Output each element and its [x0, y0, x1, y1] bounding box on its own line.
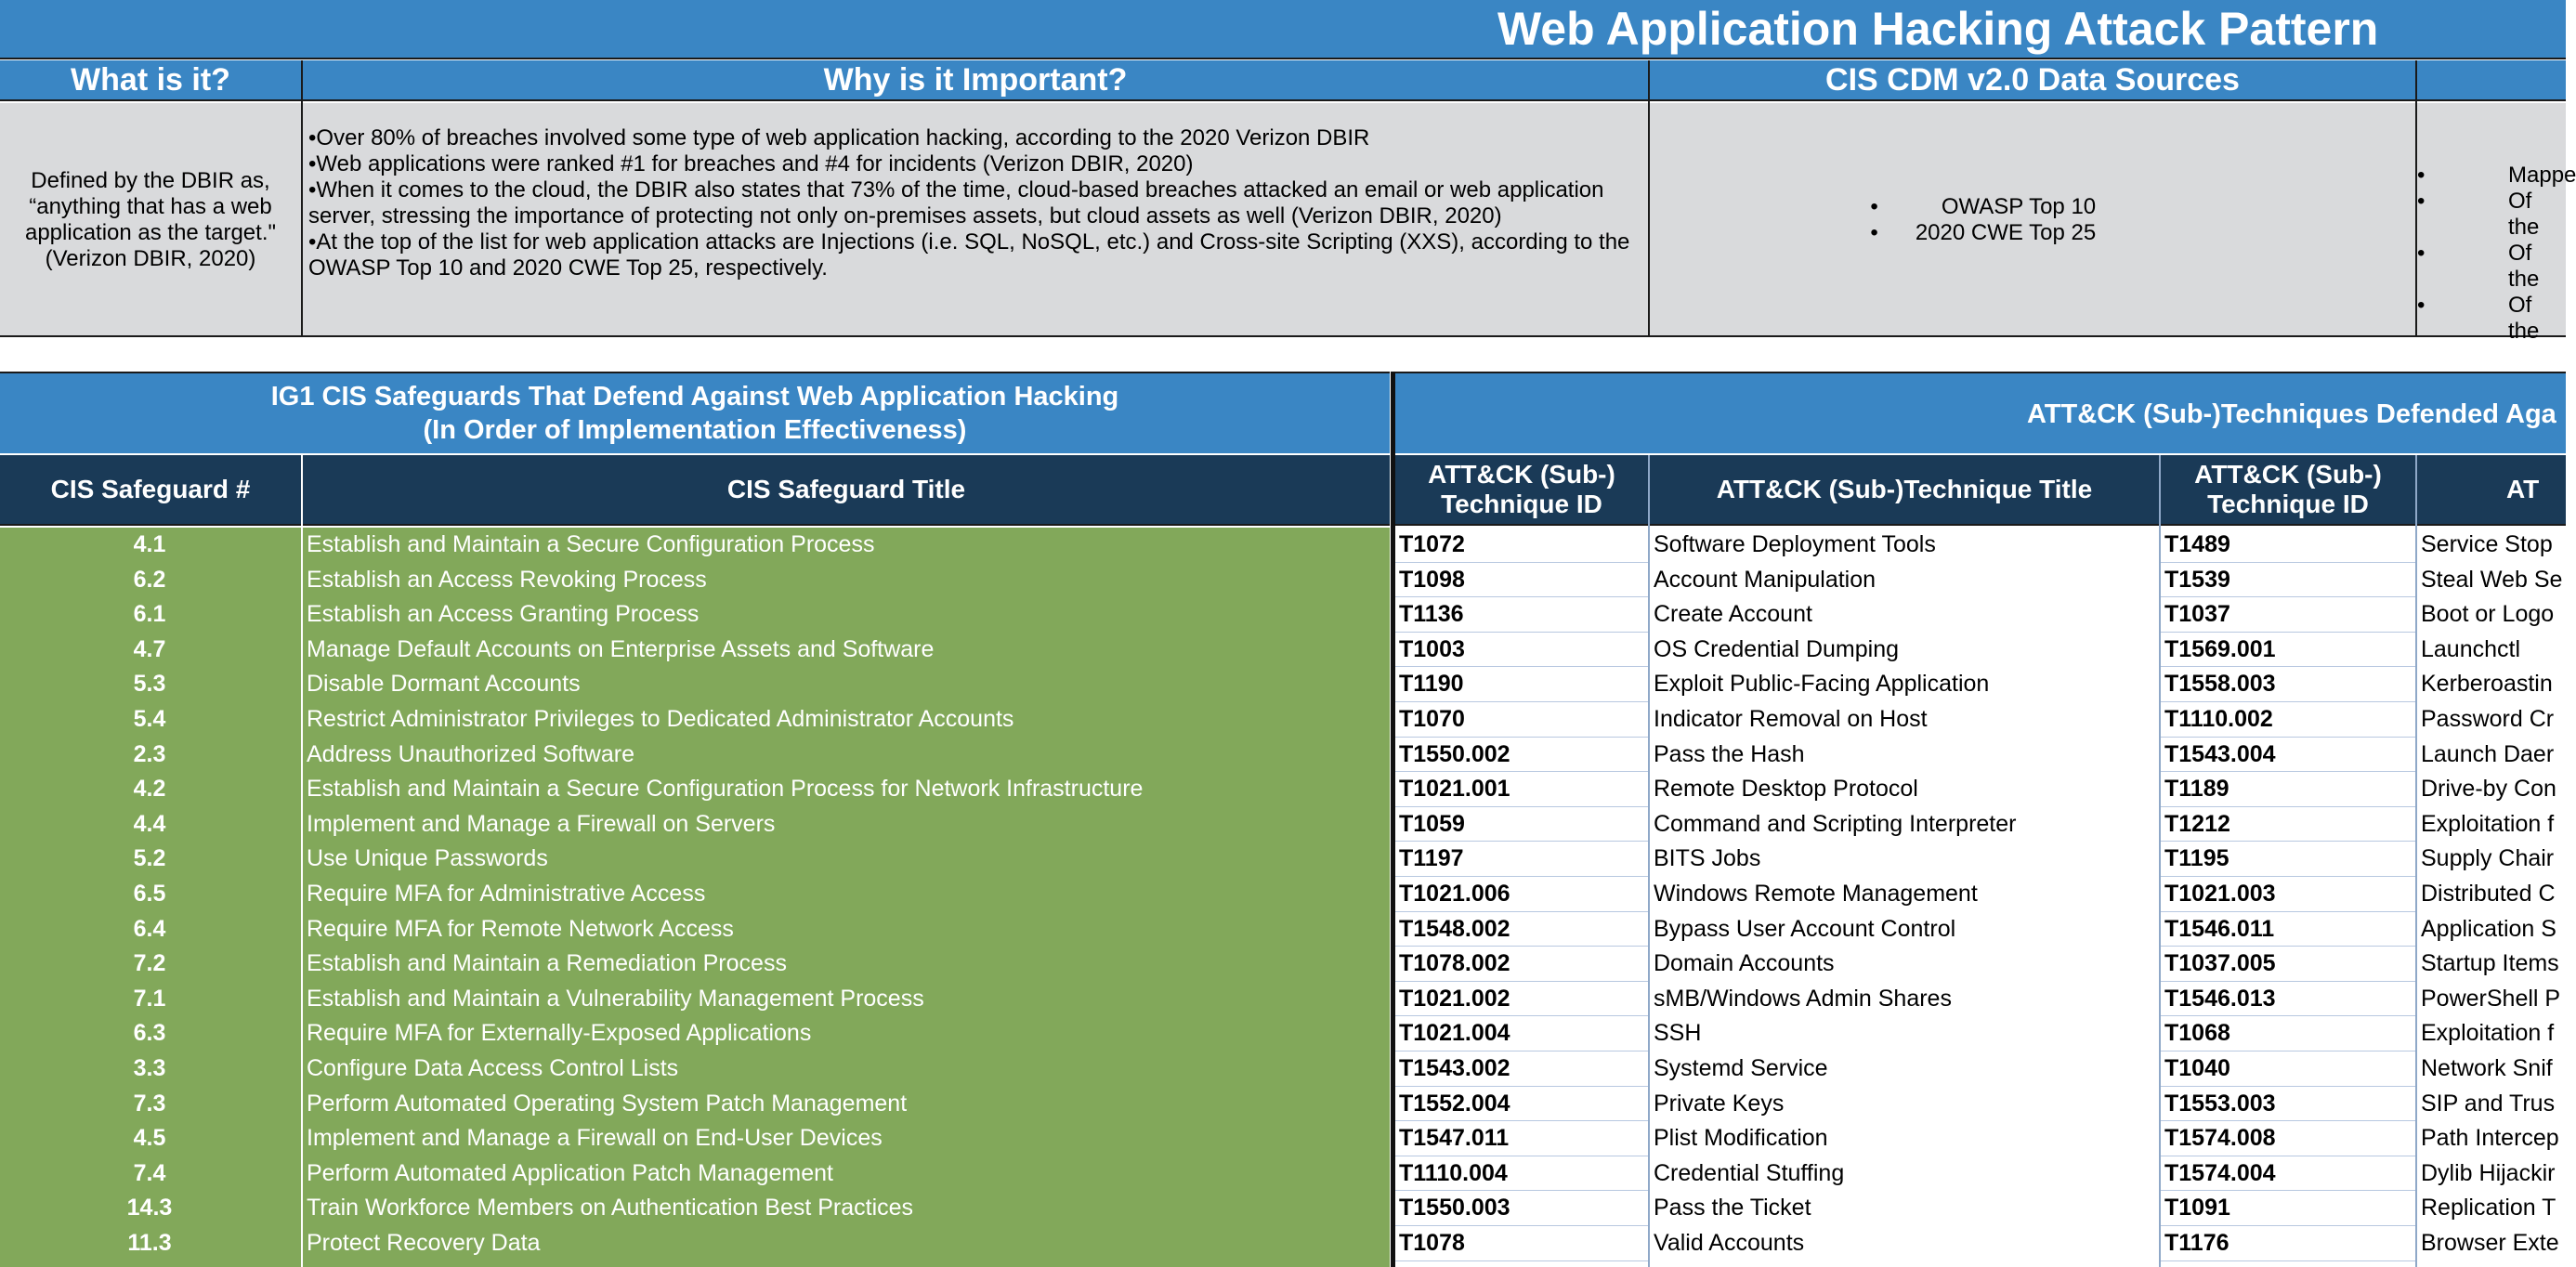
- technique-title-2: Steal Web Se: [2421, 566, 2563, 593]
- technique-title-2: Launch Daer: [2421, 740, 2555, 767]
- safeguard-num: 5.3: [133, 671, 166, 698]
- technique-title-2: Drive-by Con: [2421, 776, 2556, 803]
- header-extra: [2417, 60, 2566, 101]
- mapping-item: • Mappe: [2417, 163, 2576, 188]
- technique-id-2: T1553.003: [2161, 1087, 2415, 1122]
- technique-id-2: T1176: [2161, 1226, 2415, 1261]
- technique-title-2: Network Snif: [2421, 1055, 2553, 1081]
- bullet-icon: •: [2417, 163, 2426, 188]
- attack-techniques-header: [1395, 372, 2566, 453]
- technique-id: T1021.006: [1395, 877, 1648, 912]
- mapping-list: [2417, 163, 2576, 345]
- technique-id-2: T1195: [2161, 842, 2415, 877]
- technique-id: T1543.002: [1395, 1051, 1648, 1087]
- safeguard-num: 3.3: [133, 1055, 166, 1081]
- page-title: Web Application Hacking Attack Pattern: [1497, 3, 2379, 55]
- ig1-header-line2: (In Order of Implementation Effectiveness): [423, 415, 967, 445]
- technique-id-2: T1569.001: [2161, 633, 2415, 668]
- technique-title: SSH: [1654, 1020, 1702, 1047]
- technique-title: Pass the Ticket: [1654, 1195, 1811, 1221]
- safeguard-title: Train Workforce Members on Authentication Best Practices: [307, 1195, 914, 1221]
- technique-title-2: PowerShell P: [2421, 985, 2561, 1012]
- technique-id-2: T1212: [2161, 807, 2415, 842]
- safeguard-num: 14.3: [126, 1195, 173, 1221]
- technique-title: Windows Remote Management: [1654, 881, 1978, 907]
- technique-id: T1550.003: [1395, 1191, 1648, 1226]
- technique-id: T1110.004: [1395, 1156, 1648, 1192]
- technique-id-2: T1574.008: [2161, 1121, 2415, 1156]
- technique-title-2: Browser Exte: [2421, 1230, 2559, 1256]
- technique-id-2: T1489: [2161, 528, 2415, 563]
- technique-id-2: T1539: [2161, 563, 2415, 598]
- attack-header-text: ATT&CK (Sub-)Techniques Defended Aga: [2027, 399, 2556, 429]
- safeguard-num: 4.2: [133, 776, 166, 803]
- technique-title-2: Startup Items: [2421, 950, 2559, 977]
- technique-id-2: T1558.003: [2161, 667, 2415, 702]
- safeguard-title: Require MFA for Remote Network Access: [307, 915, 734, 942]
- header-data-sources: CIS CDM v2.0 Data Sources: [1650, 60, 2415, 101]
- bullet-icon: •: [1870, 194, 1878, 219]
- table-row-partial: [0, 1261, 1390, 1267]
- technique-title: Command and Scripting Interpreter: [1654, 810, 2017, 837]
- technique-id-2: T1037.005: [2161, 947, 2415, 982]
- safeguard-num: 5.4: [133, 706, 166, 732]
- technique-title: BITS Jobs: [1654, 845, 1761, 872]
- safeguard-title: Establish and Maintain a Secure Configuration Process: [307, 531, 875, 557]
- technique-title-2: Password Cr: [2421, 706, 2555, 732]
- data-sources-cell: [1650, 103, 2415, 337]
- safeguard-num: 4.1: [133, 531, 166, 557]
- safeguard-num: 6.4: [133, 915, 166, 942]
- technique-title: Remote Desktop Protocol: [1654, 776, 1918, 803]
- safeguard-num: 6.3: [133, 1020, 166, 1047]
- technique-title: Exploit Public-Facing Application: [1654, 671, 1990, 698]
- technique-id: T1072: [1395, 528, 1648, 563]
- mapping-cell: [2417, 103, 2576, 344]
- why-line-4: •At the top of the list for web application attacks are Injections (i.e. SQL, NoSQL, etc.) and Cross-site Scripting (XXS), according to the OWASP Top 10 and 2020 CWE Top 25, respectively.: [308, 229, 1630, 281]
- safeguard-title: Establish an Access Granting Process: [307, 601, 700, 628]
- technique-id-2: T1543.004: [2161, 738, 2415, 773]
- technique-id: T1547.011: [1395, 1121, 1648, 1156]
- mapping-item: • Of the: [2417, 241, 2540, 292]
- technique-id-2: T1091: [2161, 1191, 2415, 1226]
- data-source-item: • OWASP Top 10: [1858, 194, 2096, 220]
- why-line-1: •Over 80% of breaches involved some type of web application hacking, according to the 2020 Verizon DBIR: [308, 125, 1370, 150]
- technique-title-2: Boot or Logo: [2421, 601, 2555, 628]
- safeguard-num: 6.1: [133, 601, 166, 628]
- technique-title: Credential Stuffing: [1654, 1159, 1845, 1186]
- safeguard-num: 4.7: [133, 635, 166, 662]
- technique-id: T1548.002: [1395, 912, 1648, 947]
- technique-id: T1550.002: [1395, 738, 1648, 773]
- technique-title: Bypass User Account Control: [1654, 915, 1956, 942]
- mapping-item: • Of the: [2417, 189, 2540, 240]
- safeguard-title: Perform Automated Application Patch Management: [307, 1159, 833, 1186]
- why-important-text: [303, 103, 1648, 337]
- technique-id: T1078.002: [1395, 947, 1648, 982]
- safeguard-num: 7.4: [133, 1159, 166, 1186]
- why-line-3: •When it comes to the cloud, the DBIR also states that 73% of the time, cloud-based breaches attacked an email or web application server, stressing the importance of protecting not only on-premises assets, but cloud assets as well (Verizon DBIR, 2020): [308, 177, 1604, 229]
- technique-title-2: Kerberoastin: [2421, 671, 2553, 698]
- technique-id: T1021.002: [1395, 982, 1648, 1017]
- technique-id: T1552.004: [1395, 1087, 1648, 1122]
- safeguard-num: 6.2: [133, 566, 166, 593]
- safeguard-title: Implement and Manage a Firewall on End-User Devices: [307, 1125, 883, 1152]
- technique-title-2: Replication T: [2421, 1195, 2556, 1221]
- mapping-item: • Of the: [2417, 293, 2540, 344]
- technique-title-2: SIP and Trus: [2421, 1090, 2556, 1117]
- technique-title: Create Account: [1654, 601, 1812, 628]
- safeguard-title: Restrict Administrator Privileges to Dedicated Administrator Accounts: [307, 706, 1014, 732]
- title-bar: [0, 0, 2566, 59]
- safeguard-title: Manage Default Accounts on Enterprise Assets and Software: [307, 635, 935, 662]
- safeguard-title: Address Unauthorized Software: [307, 740, 634, 767]
- technique-title-2: Exploitation f: [2421, 1020, 2555, 1047]
- safeguard-num: 4.4: [133, 810, 166, 837]
- technique-id: T1098: [1395, 563, 1648, 598]
- technique-id: T1021.001: [1395, 772, 1648, 807]
- technique-title-2: Distributed C: [2421, 881, 2556, 907]
- col-safeguard-title: CIS Safeguard Title: [303, 455, 1390, 526]
- technique-title-2: Path Intercep: [2421, 1125, 2559, 1152]
- safeguard-num: 6.5: [133, 881, 166, 907]
- technique-id-2: T1068: [2161, 1016, 2415, 1051]
- technique-title: Systemd Service: [1654, 1055, 1828, 1081]
- what-is-it-text: Defined by the DBIR as, “anything that has a web application as the target." (Verizon DBIR, 2020): [24, 168, 277, 271]
- technique-id-2: T1574.004: [2161, 1156, 2415, 1192]
- technique-title: OS Credential Dumping: [1654, 635, 1900, 662]
- technique-title: Domain Accounts: [1654, 950, 1835, 977]
- bullet-icon: •: [2417, 293, 2426, 318]
- technique-id: T1078: [1395, 1226, 1648, 1261]
- ig1-safeguards-header: [0, 372, 1390, 453]
- safeguard-title: Implement and Manage a Firewall on Servers: [307, 810, 776, 837]
- technique-id-2: T1110.002: [2161, 702, 2415, 738]
- safeguard-num: 2.3: [133, 740, 166, 767]
- technique-title-2: Supply Chair: [2421, 845, 2555, 872]
- technique-id: T1003: [1395, 633, 1648, 668]
- technique-title: Private Keys: [1654, 1090, 1785, 1117]
- technique-title: Valid Accounts: [1654, 1230, 1805, 1256]
- safeguard-title: Establish an Access Revoking Process: [307, 566, 707, 593]
- safeguard-num: 7.1: [133, 985, 166, 1012]
- technique-id-2: T1021.003: [2161, 877, 2415, 912]
- safeguard-title: Perform Automated Operating System Patch Management: [307, 1090, 908, 1117]
- technique-id-2: T1189: [2161, 772, 2415, 807]
- safeguard-num: 4.5: [133, 1125, 166, 1152]
- technique-title: Software Deployment Tools: [1654, 531, 1936, 557]
- col-technique-id-2: ATT&CK (Sub-) Technique ID: [2161, 455, 2415, 526]
- technique-id-2: T1546.013: [2161, 982, 2415, 1017]
- technique-id: T1197: [1395, 842, 1648, 877]
- safeguard-title: Establish and Maintain a Vulnerability Management Process: [307, 985, 924, 1012]
- data-source-item: • 2020 CWE Top 25: [1858, 220, 2096, 246]
- data-sources-list: [1858, 194, 2096, 246]
- technique-id: T1136: [1395, 597, 1648, 633]
- col-technique-id: ATT&CK (Sub-) Technique ID: [1395, 455, 1648, 526]
- technique-title-2: Service Stop: [2421, 531, 2553, 557]
- technique-id: T1059: [1395, 807, 1648, 842]
- bullet-icon: •: [2417, 241, 2426, 266]
- technique-title: Indicator Removal on Host: [1654, 706, 1928, 732]
- safeguard-title: Establish and Maintain a Secure Configuration Process for Network Infrastructure: [307, 776, 1144, 803]
- col-safeguard-num: CIS Safeguard #: [0, 455, 301, 526]
- header-why-important: Why is it Important?: [303, 60, 1648, 101]
- col-technique-title: ATT&CK (Sub-)Technique Title: [1650, 455, 2159, 526]
- safeguard-title: Require MFA for Externally-Exposed Applications: [307, 1020, 812, 1047]
- technique-title: Account Manipulation: [1654, 566, 1876, 593]
- technique-title-2: Launchctl: [2421, 635, 2521, 662]
- technique-id-2: T1037: [2161, 597, 2415, 633]
- safeguard-title: Protect Recovery Data: [307, 1230, 541, 1256]
- safeguard-num: 5.2: [133, 845, 166, 872]
- technique-id: T1070: [1395, 702, 1648, 738]
- safeguard-num: 7.2: [133, 950, 166, 977]
- safeguard-title: Use Unique Passwords: [307, 845, 548, 872]
- technique-title-2: Exploitation f: [2421, 810, 2555, 837]
- technique-title: Plist Modification: [1654, 1125, 1828, 1152]
- safeguard-title: Configure Data Access Control Lists: [307, 1055, 679, 1081]
- safeguard-num: 7.3: [133, 1090, 166, 1117]
- technique-title: Pass the Hash: [1654, 740, 1805, 767]
- bullet-icon: •: [2417, 189, 2426, 214]
- technique-title-2: Dylib Hijackir: [2421, 1159, 2556, 1186]
- technique-id: T1021.004: [1395, 1016, 1648, 1051]
- technique-id-2: T1040: [2161, 1051, 2415, 1087]
- safeguard-title: Require MFA for Administrative Access: [307, 881, 706, 907]
- safeguard-title: Establish and Maintain a Remediation Process: [307, 950, 787, 977]
- bullet-icon: •: [1870, 220, 1878, 245]
- technique-title: sMB/Windows Admin Shares: [1654, 985, 1952, 1012]
- col-technique-title-2: AT: [2417, 455, 2566, 526]
- technique-id: T1190: [1395, 667, 1648, 702]
- safeguard-title: Disable Dormant Accounts: [307, 671, 581, 698]
- safeguard-num: 11.3: [127, 1230, 172, 1256]
- ig1-header-line1: IG1 CIS Safeguards That Defend Against Web Application Hacking: [270, 382, 1119, 411]
- header-what-is-it: What is it?: [0, 60, 301, 101]
- technique-id-2: T1546.011: [2161, 912, 2415, 947]
- technique-title-2: Application S: [2421, 915, 2556, 942]
- why-line-2: •Web applications were ranked #1 for breaches and #4 for incidents (Verizon DBIR, 2020): [308, 151, 1194, 176]
